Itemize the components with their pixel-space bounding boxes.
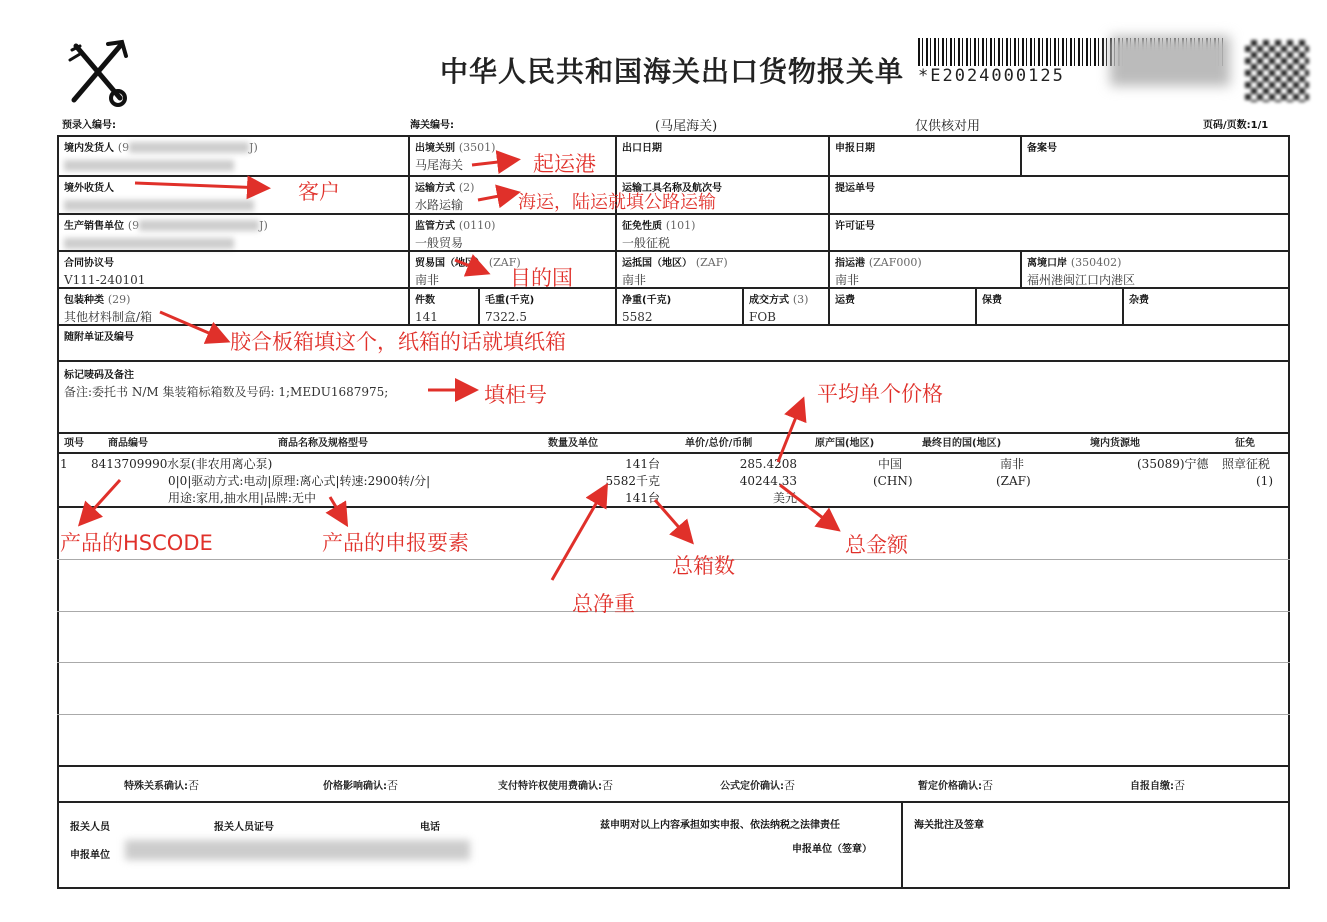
- documents-cell: 随附单证及编号: [57, 324, 1290, 362]
- terms-cell: 成交方式 (3) FOB: [742, 287, 830, 326]
- exit-port-cell: 离境口岸 (350402) 福州港闽江口内港区: [1020, 250, 1290, 289]
- consignee-cell: 境外收货人: [57, 175, 410, 215]
- arrow-dest: [455, 260, 485, 272]
- annotation-container: 填柜号: [484, 383, 547, 407]
- shipper-cell: 境内发货人 (9 J): [57, 135, 410, 177]
- header-qty: 数量及单位: [548, 438, 598, 449]
- page-title: 中华人民共和国海关出口货物报关单: [440, 55, 905, 88]
- dest-port-cell: 指运港 (ZAF000) 南非: [828, 250, 1022, 289]
- item-spec-1: 0|0|驱动方式:电动|原理:离心式|转速:2900转/分|: [168, 474, 431, 488]
- item-qty-2: 5582千克: [605, 474, 660, 488]
- annotation-port: 起运港: [533, 152, 596, 176]
- item-levy: 照章征税: [1222, 457, 1271, 471]
- package-cell: 包装种类 (29) 其他材料制盒/箱: [57, 287, 410, 326]
- arrow-port: [472, 160, 515, 165]
- header-final-dest: 最终目的国(地区): [922, 438, 1002, 449]
- item-qty-3: 141台: [625, 491, 660, 505]
- confirm-self-pay: 自报自缴:否: [1130, 779, 1185, 792]
- pre-entry-no: 预录入编号:: [62, 120, 116, 131]
- declaring-unit-label: 申报单位: [70, 850, 110, 861]
- barcode-text: *E2024000125: [918, 66, 1065, 86]
- header-source: 境内货源地: [1090, 438, 1140, 449]
- item-hs-code: 8413709990: [91, 457, 168, 471]
- header-price: 单价/总价/币制: [685, 438, 753, 449]
- annotation-net-weight: 总净重: [572, 592, 635, 616]
- item-final-dest: 南非: [1000, 457, 1025, 471]
- customs-no: 海关编号:: [410, 120, 454, 131]
- page-number: 页码/页数:1/1: [1203, 120, 1269, 131]
- confirm-royalty: 支付特许权使用费确认:否: [498, 779, 613, 792]
- net-weight-cell: 净重(千克) 5582: [615, 287, 744, 326]
- broker-id-label: 报关人员证号: [214, 822, 274, 833]
- levy-nature-cell: 征免性质 (101) 一般征税: [615, 213, 830, 252]
- customs-name: (马尾海关): [655, 119, 718, 134]
- confirm-provisional-price: 暂定价格确认:否: [918, 779, 993, 792]
- arrow-total: [780, 485, 836, 528]
- arrow-package: [160, 312, 225, 340]
- header-origin: 原产国(地区): [815, 438, 875, 449]
- bill-no-cell: 提运单号: [828, 175, 1290, 215]
- item-total-price: 40244.33: [739, 474, 797, 488]
- annotation-transport: 海运，陆运就填公路运输: [518, 192, 716, 213]
- arrow-elements: [330, 497, 345, 522]
- header-item-no: 项号: [64, 438, 84, 449]
- arrow-transport: [478, 193, 515, 200]
- annotation-boxes: 总箱数: [672, 554, 735, 578]
- export-date-cell: 出口日期: [615, 135, 830, 177]
- contract-cell: 合同协议号 V111-240101: [57, 250, 410, 289]
- confirm-price-impact: 价格影响确认:否: [323, 779, 398, 792]
- item-spec-2: 用途:家用,抽水用|品牌:无中: [168, 491, 316, 505]
- dest-country-cell: 运抵国（地区） (ZAF) 南非: [615, 250, 830, 289]
- broker-label: 报关人员: [70, 822, 110, 833]
- customs-sign-section: 海关批注及签章: [901, 801, 1290, 889]
- header-hs: 商品编号: [108, 438, 148, 449]
- annotation-elements: 产品的申报要素: [322, 531, 469, 555]
- statement: 兹申明对以上内容承担如实申报、依法纳税之法律责任: [600, 820, 840, 831]
- annotation-unit-price: 平均单个价格: [817, 382, 943, 406]
- item-source: (35089)宁德: [1137, 457, 1209, 471]
- header-name: 商品名称及规格型号: [278, 438, 368, 449]
- item-levy-code: (1): [1256, 474, 1273, 488]
- item-origin-code: (CHN): [873, 474, 913, 488]
- record-no-cell: 备案号: [1020, 135, 1290, 177]
- producer-cell: 生产销售单位 (9 J): [57, 213, 410, 252]
- unit-sign-label: 申报单位（签章）: [792, 844, 872, 855]
- supervision-cell: 监管方式 (0110) 一般贸易: [408, 213, 617, 252]
- annotation-customer: 客户: [298, 180, 340, 204]
- declare-date-cell: 申报日期: [828, 135, 1022, 177]
- item-name: 水泵(非农用离心泵): [167, 457, 273, 471]
- freight-cell: 运费: [828, 287, 977, 326]
- item-unit-price: 285.4208: [739, 457, 797, 471]
- insurance-cell: 保费: [975, 287, 1124, 326]
- annotation-package: 胶合板箱填这个，纸箱的话就填纸箱: [230, 330, 566, 354]
- arrow-net-weight: [552, 488, 605, 580]
- item-final-dest-code: (ZAF): [996, 474, 1031, 488]
- exit-customs-cell: 出境关别 (3501) 马尾海关: [408, 135, 617, 177]
- license-cell: 许可证号: [828, 213, 1290, 252]
- check-only: 仅供核对用: [915, 119, 981, 134]
- annotation-total: 总金额: [845, 533, 908, 557]
- arrow-customer: [135, 183, 265, 188]
- item-qty-1: 141台: [625, 457, 660, 471]
- pieces-cell: 件数 141: [408, 287, 480, 326]
- item-currency: 美元: [772, 491, 797, 505]
- misc-fee-cell: 杂费: [1122, 287, 1290, 326]
- confirm-special-relation: 特殊关系确认:否: [124, 779, 199, 792]
- item-no: 1: [60, 457, 68, 471]
- header-levy: 征免: [1235, 438, 1255, 449]
- confirm-formula-price: 公式定价确认:否: [720, 779, 795, 792]
- trade-country-cell: 贸易国（地区） (ZAF) 南非: [408, 250, 617, 289]
- arrow-hscode: [82, 480, 120, 522]
- annotation-hscode: 产品的HSCODE: [60, 531, 213, 555]
- vessel-cell: 运输工具名称及航次号: [615, 175, 830, 215]
- gross-weight-cell: 毛重(千克) 7322.5: [478, 287, 617, 326]
- arrow-boxes: [655, 500, 690, 540]
- arrow-unit-price: [778, 402, 802, 462]
- marks-cell: 标记唛码及备注 备注:委托书 N/M 集装箱标箱数及号码: 1;MEDU1687975;: [57, 360, 1290, 434]
- phone-label: 电话: [420, 822, 440, 833]
- item-origin: 中国: [878, 457, 903, 471]
- annotation-dest: 目的国: [510, 266, 573, 290]
- transport-mode-cell: 运输方式 (2) 水路运输: [408, 175, 617, 215]
